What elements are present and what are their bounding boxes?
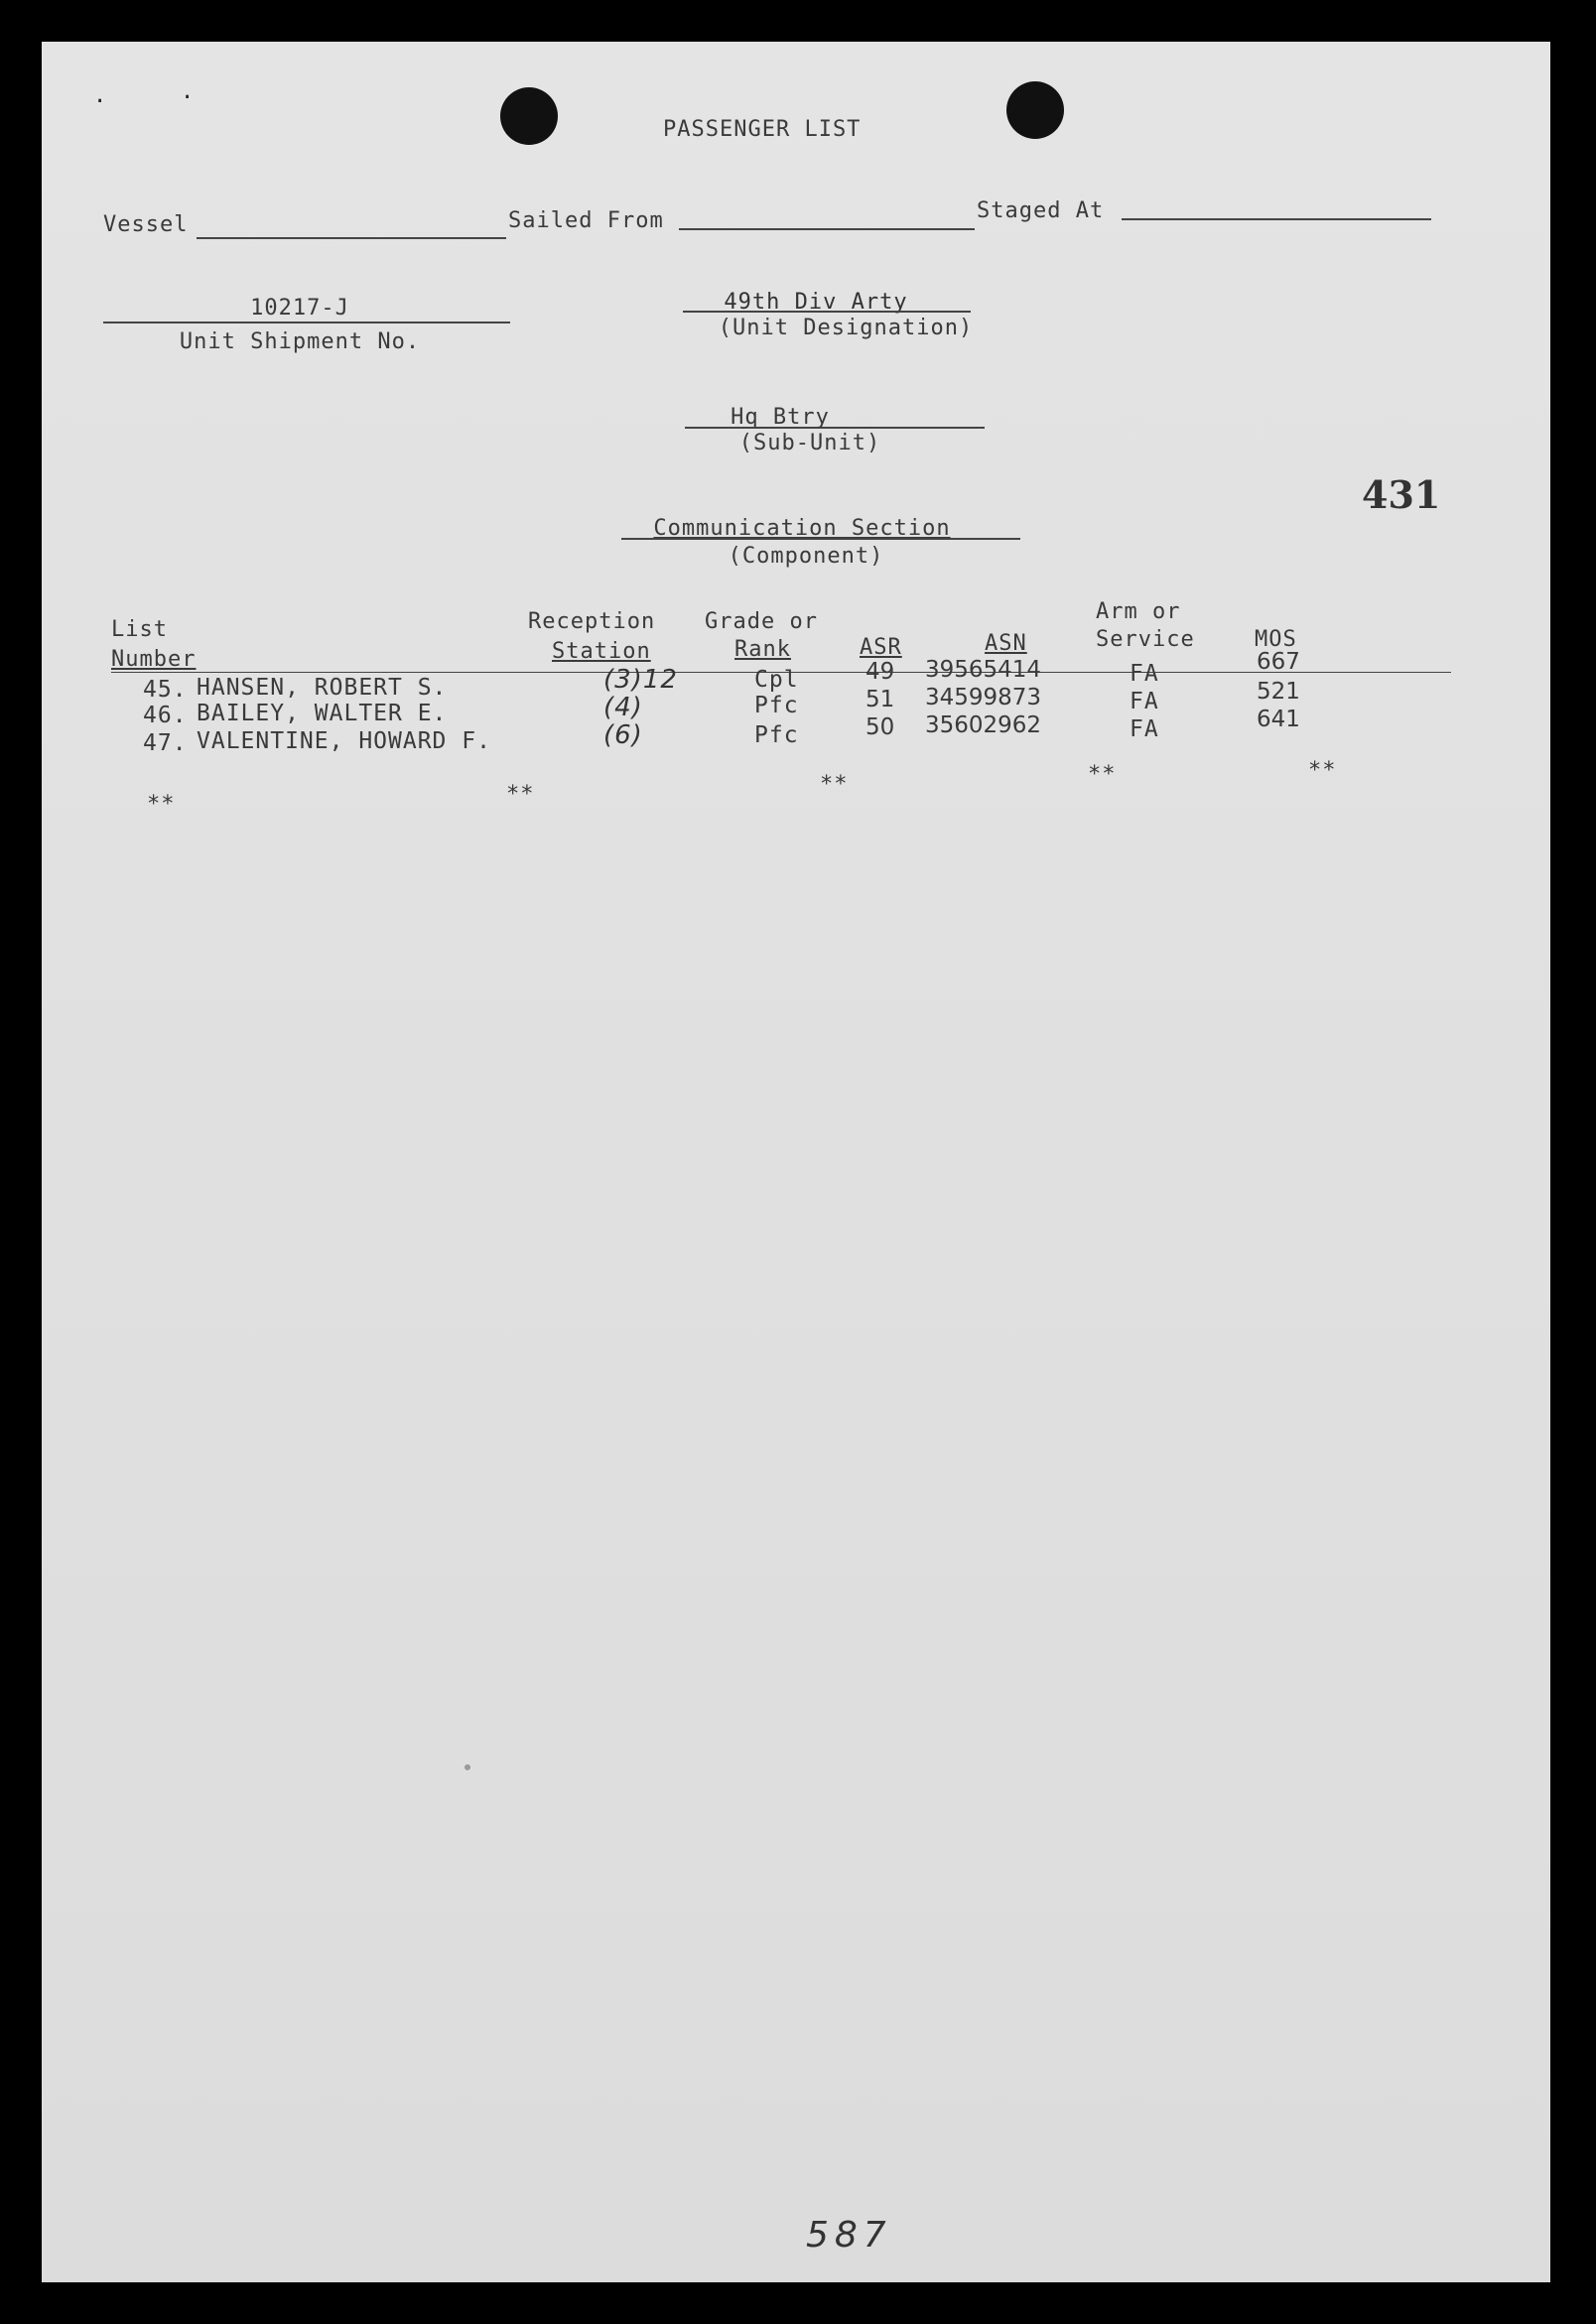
speck-mark: ·	[93, 89, 107, 114]
row-station: (4)	[603, 693, 643, 722]
header-list-number-1: List	[111, 617, 168, 642]
sub-unit-label: (Sub-Unit)	[738, 431, 881, 455]
page-stamp-number: 431	[1362, 472, 1441, 517]
header-asn: ASN	[985, 631, 1027, 656]
row-grade: Pfc	[754, 693, 799, 718]
header-arm-1: Arm or	[1096, 599, 1181, 624]
header-reception-1: Reception	[528, 609, 656, 634]
sailed-from-label: Sailed From	[508, 208, 664, 233]
end-mark: **	[147, 792, 176, 817]
header-grade-1: Grade or	[705, 609, 818, 634]
component: Communication Section	[653, 516, 951, 541]
header-grade-2: Rank	[734, 637, 791, 662]
row-name: BAILEY, WALTER E.	[197, 701, 448, 726]
end-mark: **	[1088, 762, 1117, 787]
row-mos: 667	[1257, 649, 1300, 675]
row-name: VALENTINE, HOWARD F.	[197, 728, 491, 754]
speck-mark	[465, 1764, 470, 1770]
row-asr: 51	[865, 687, 895, 712]
row-arm: FA	[1130, 661, 1159, 687]
sub-unit-line	[685, 427, 985, 429]
component-label: (Component)	[728, 544, 884, 569]
sailed-from-line	[679, 228, 975, 230]
header-mos: MOS	[1255, 627, 1297, 652]
handwritten-page-number: 587	[806, 2215, 892, 2256]
staged-at-label: Staged At	[977, 198, 1105, 223]
row-arm: FA	[1130, 689, 1159, 714]
document-page	[42, 42, 1550, 2282]
shipment-number: 10217-J	[250, 296, 349, 321]
row-station: (6)	[603, 720, 643, 750]
row-grade: Cpl	[754, 667, 799, 693]
document-title: PASSENGER LIST	[663, 117, 862, 142]
row-asn: 34599873	[925, 685, 1042, 710]
unit-designation: 49th Div Arty	[724, 290, 908, 315]
row-asr: 49	[865, 659, 895, 685]
vessel-label: Vessel	[103, 212, 189, 237]
row-grade: Pfc	[754, 722, 799, 748]
row-number: 46.	[143, 703, 188, 728]
row-mos: 521	[1257, 679, 1300, 705]
end-mark: **	[820, 772, 849, 797]
end-mark: **	[1308, 758, 1337, 783]
sub-unit: Hq Btry	[731, 405, 830, 430]
row-name: HANSEN, ROBERT S.	[197, 675, 448, 701]
unit-designation-line	[683, 311, 971, 313]
unit-designation-label: (Unit Designation)	[718, 316, 974, 340]
punch-hole-right	[1006, 81, 1064, 139]
punch-hole-left	[500, 87, 558, 145]
row-asr: 50	[865, 714, 895, 740]
row-number: 47.	[143, 730, 188, 756]
vessel-line	[197, 237, 506, 239]
shipment-label: Unit Shipment No.	[179, 329, 421, 354]
row-arm: FA	[1130, 716, 1159, 742]
row-asn: 35602962	[925, 712, 1042, 738]
header-reception-2: Station	[552, 639, 651, 664]
header-asr: ASR	[860, 635, 902, 660]
shipment-line	[103, 322, 510, 323]
header-list-number-2: Number	[111, 647, 197, 672]
staged-at-line	[1122, 218, 1431, 220]
row-station: (3)12	[603, 665, 678, 695]
row-number: 45.	[143, 677, 188, 703]
component-line	[621, 538, 1020, 540]
header-arm-2: Service	[1096, 627, 1195, 652]
row-asn: 39565414	[925, 657, 1042, 683]
speck-mark: ·	[181, 85, 195, 110]
end-mark: **	[506, 782, 535, 807]
row-mos: 641	[1257, 707, 1300, 732]
